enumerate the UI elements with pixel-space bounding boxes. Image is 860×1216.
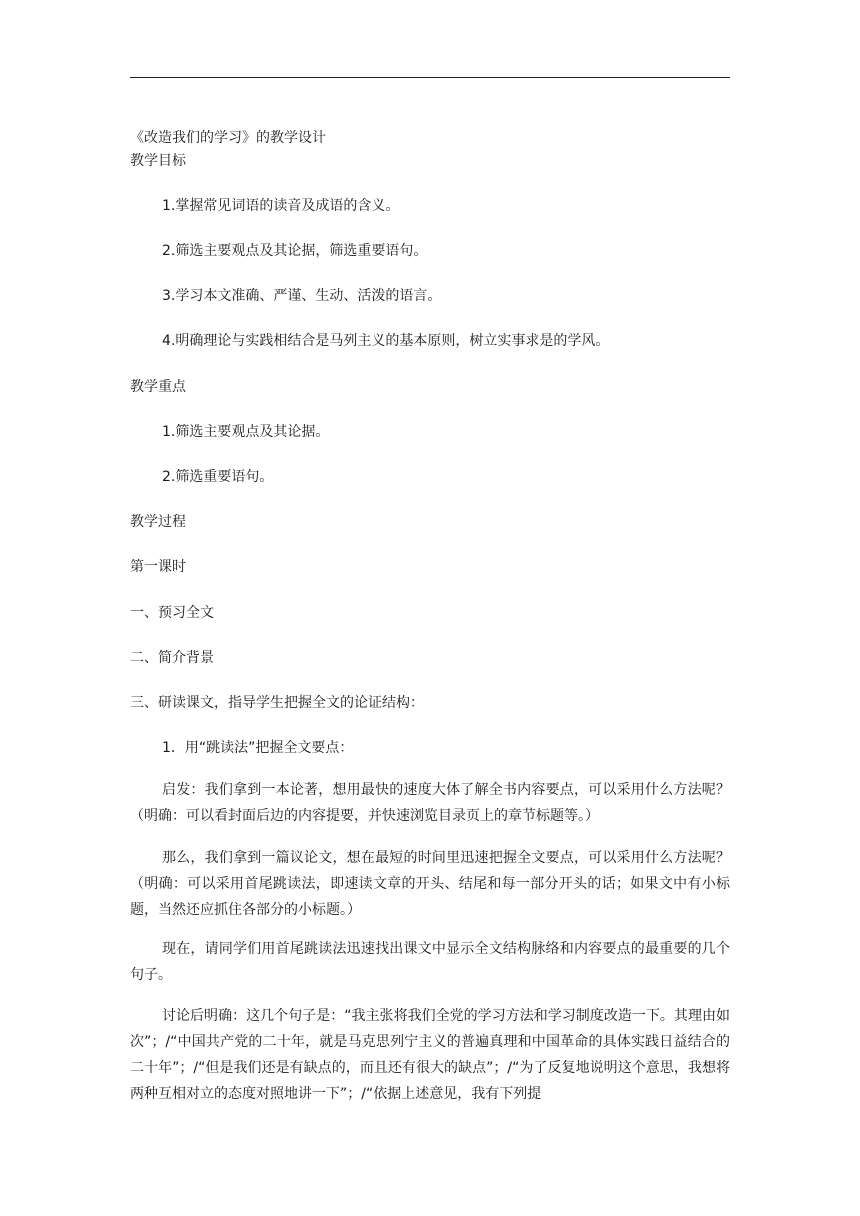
heading-process: 教学过程 — [130, 514, 186, 530]
key-point-item: 1.筛选主要观点及其论据。 — [162, 424, 330, 440]
body-paragraph: 启发：我们拿到一本论著，想用最快的速度大体了解全书内容要点，可以采用什么方法呢？（明确：可以看封面后边的内容提要，并快速浏览目录页上的章节标题等。） — [130, 782, 730, 824]
body-paragraph: 现在，请同学们用首尾跳读法迅速找出课文中显示全文结构脉络和内容要点的最重要的几个句子。 — [130, 941, 730, 983]
objective-item: 2.筛选主要观点及其论据，筛选重要语句。 — [162, 243, 428, 259]
document-title: 《改造我们的学习》的教学设计 — [130, 130, 326, 146]
step-item: 一、预习全文 — [130, 605, 214, 621]
step-item: 二、简介背景 — [130, 650, 214, 666]
lesson-one-label: 第一课时 — [130, 559, 186, 575]
heading-objectives: 教学目标 — [130, 153, 186, 169]
header-rule — [130, 77, 730, 78]
step-item: 三、研读课文，指导学生把握全文的论证结构： — [130, 695, 424, 711]
objective-item: 4.明确理论与实践相结合是马列主义的基本原则，树立实事求是的学风。 — [162, 333, 610, 349]
body-paragraph: 那么，我们拿到一篇议论文，想在最短的时间里迅速把握全文要点，可以采用什么方法呢？（明确：可以采用首尾跳读法，即速读文章的开头、结尾和每一部分开头的话；如果文中有小标题，当然还应抓住各部分的小标题。） — [130, 850, 730, 918]
objective-item: 3.学习本文准确、严谨、生动、活泼的语言。 — [162, 288, 442, 304]
key-point-item: 2.筛选重要语句。 — [162, 469, 274, 485]
sub-step-item: 1．用“跳读法”把握全文要点： — [162, 740, 354, 756]
objective-item: 1.掌握常见词语的读音及成语的含义。 — [162, 198, 400, 214]
body-paragraph: 讨论后明确：这几个句子是：“我主张将我们全党的学习方法和学习制度改造一下。其理由如次”；/“中国共产党的二十年，就是马克思列宁主义的普遍真理和中国革命的具体实践日益结合的二十年”；/“但是我们还是有缺点的，而且还有很大的缺点”；/“为了反复地说明这个意思，我想将两种互相对立的态度对照地讲一下”；/“依据上述意见，我有下列提 — [130, 1008, 730, 1102]
heading-key-points: 教学重点 — [130, 379, 186, 395]
